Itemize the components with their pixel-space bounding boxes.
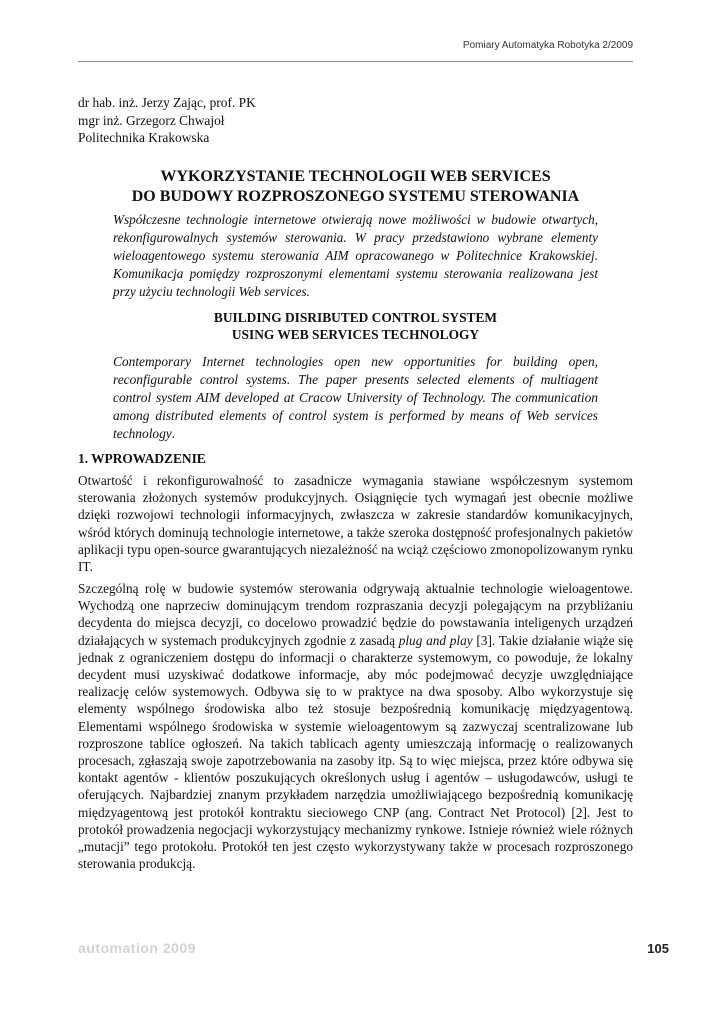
abstract-english <box>113 353 598 443</box>
paragraph-2-text-b: [3]. Takie działanie wiąże się jednak z ograniczeniem dostępu do informacji o charakterze systemowym, co powoduje, że lokalny decydent musi uzyskiwać dodatkowe informacje, aby móc podejmować decyzje uwzględniające realizację celów systemowych. Odbywa się to w praktyce na dwa sposoby. Albo wykorzystuje się elementy wspólnego środowiska albo też stosuje bezpośrednią komunikację międzyagentową. Elementami wspólnego środowiska w systemie wieloagentowym są zazwyczaj scentralizowane lub rozproszone tablice ogłoszeń. Na takich tablicach agenty umieszczają informację o realizowanych procesach, zgłaszają swoje zapotrzebowania na zasoby itp. Są to więc miejsca, przez które odbywa się kontakt agentów - klientów poszukujących określonych usług i agentów – usługodawców, usługi te oferujących. Najbardziej znanym przykładem narzędzia umożliwiającego bezpośrednią komunikację międzyagentową jest protokół kontraktu sieciowego CNP (ang. Contract Net Protocol) [2]. Jest to protokół prowadzenia negocjacji wykorzystujący mechanizmy rynkowe. Istnieje również wiele różnych „mutacji” tego protokołu. Protokół ten jest często wykorzystywany także w procesach rozproszonego sterowania produkcją. <box>78 632 633 872</box>
abstract-en-text: Contemporary Internet technologies open new opportunities for building open, reconfigurable control systems. The paper presents selected elements of multiagent control system AIM developed at Cracow University of Technology. The communication among distributed elements of control system is performed by means of Web services technology <box>113 354 598 441</box>
paragraph-1: Otwartość i rekonfigurowalność to zasadnicze wymagania stawiane współczesnym systemom sterowania złożonych systemów produkcyjnych. Osiągnięcie tych wymagań jest obecnie możliwe dzięki rozwojowi technologii informacyjnych, zwłaszcza w zakresie standardów komunikacyjnych, wśród których dominują technologie internetowe, a także szeroka dostępność profesjonalnych pakietów aplikacji typu open-source gwarantujących niezależność na wciąż częściowo zmonopolizowanym rynku IT. <box>78 473 633 575</box>
running-header <box>78 40 633 62</box>
section-heading: 1. WPROWADZENIE <box>78 451 206 466</box>
affiliation: Politechnika Krakowska <box>78 130 210 145</box>
abstract-polish: Współczesne technologie internetowe otwierają nowe możliwości w budowie otwartych, rekonfigurowalnych systemów sterowania. W pracy przedstawiono wybrane elementy wieloagentowego systemu sterowania AIM opracowanego w Politechnice Krakowskiej. Komunikacja pomiędzy rozproszonymi elementami systemu sterowania realizowana jest przy użyciu technologii Web services. <box>113 212 598 299</box>
title-en-line-2: USING WEB SERVICES TECHNOLOGY <box>231 327 480 342</box>
paper-title-english <box>78 309 633 343</box>
abstract-en-end: . <box>171 426 176 441</box>
journal-name: Pomiary Automatyka Robotyka 2/2009 <box>462 40 633 51</box>
title-en-line-1: BUILDING DISRIBUTED CONTROL SYSTEM <box>213 310 498 325</box>
author-2: mgr inż. Grzegorz Chwajoł <box>78 112 225 128</box>
paragraph-2-text-a: Szczególną rolę w budowie systemów sterowania odgrywają aktualnie technologie wieloagentowe. Wychodzą one naprzeciw dominującym trendom rozpraszania decyzji polegającym na przybliżaniu decydenta do miejsca decyzji, co docelowo prowadzić będzie do powstawania inteligenych urządzeń działających w systemach produkcyjnych zgodnie z zasadą <box>78 581 633 648</box>
author-1: dr hab. inż. Jerzy Zając, prof. PK <box>78 95 256 110</box>
page-number: 105 <box>647 941 669 956</box>
title-pl-line-2: DO BUDOWY ROZPROSZONEGO SYSTEMU STEROWANIA <box>131 187 580 205</box>
paragraph-2 <box>78 580 633 872</box>
footer-brand: automation 2009 <box>78 940 196 956</box>
paper-title-polish <box>78 167 633 206</box>
title-pl-line-1: WYKORZYSTANIE TECHNOLOGII WEB SERVICES <box>160 168 551 185</box>
paragraph-2-emphasis: plug and play <box>398 632 473 648</box>
author-block <box>78 94 256 147</box>
